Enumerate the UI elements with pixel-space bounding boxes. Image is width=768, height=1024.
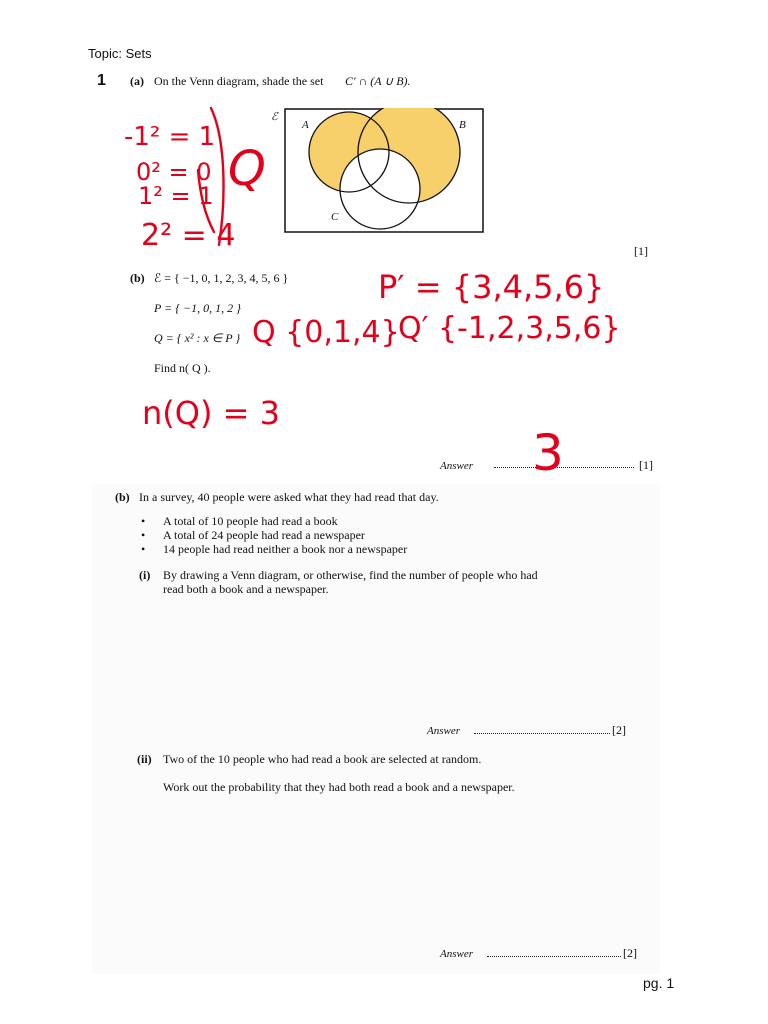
- q2-i-marks: [2]: [612, 723, 626, 737]
- q2-ii-answer-label: Answer: [440, 948, 473, 960]
- part-b-marks: [1]: [639, 458, 653, 472]
- q2-i-label: (i): [139, 568, 151, 582]
- hand-square-2: 2² = 4: [141, 218, 236, 253]
- q2-ii-label: (ii): [137, 752, 152, 766]
- q2-ii-answer-line: [487, 956, 621, 957]
- find-instruction: Find n( Q ).: [154, 361, 211, 375]
- answer-label: Answer: [440, 460, 473, 472]
- venn-universal-symbol: ℰ: [271, 111, 278, 123]
- venn-label-a: A: [302, 119, 309, 131]
- q2-i-answer-label: Answer: [427, 725, 460, 737]
- hand-n-q: n(Q) = 3: [142, 394, 280, 432]
- hand-q-letter: Q: [228, 141, 266, 197]
- hand-square-1: 1² = 1: [138, 182, 214, 210]
- set-p: P = { −1, 0, 1, 2 }: [154, 301, 241, 315]
- venn-label-b: B: [459, 119, 466, 131]
- q2-i-answer-line: [474, 733, 610, 734]
- part-a-marks: [1]: [634, 244, 648, 258]
- q2-intro: In a survey, 40 people were asked what they had read that day.: [139, 490, 439, 504]
- page-number: pg. 1: [643, 975, 675, 991]
- universal-set: ℰ = { −1, 0, 1, 2, 3, 4, 5, 6 }: [154, 271, 289, 285]
- q2-bullet-list: [137, 514, 407, 556]
- part-a-set-expression: C′ ∩ (A ∪ B).: [345, 74, 411, 88]
- hand-q-complement: Q′ {-1,2,3,5,6}: [398, 311, 621, 346]
- hand-q-set: Q {0,1,4}: [252, 315, 400, 350]
- set-q: Q = { x² : x ∈ P }: [154, 331, 241, 345]
- q2-bullet-book: • A total of 10 people had read a book: [137, 514, 407, 528]
- hand-square-0: 0² = 0: [136, 158, 212, 186]
- q2-bullet-neither: • 14 people had read neither a book nor a newspaper: [137, 542, 407, 556]
- q2-ii-line2: Work out the probability that they had both read a book and a newspaper.: [163, 780, 515, 794]
- question-number: 1: [97, 72, 106, 89]
- venn-label-c: C: [331, 211, 339, 223]
- topic-heading: Topic: Sets: [88, 46, 152, 61]
- part-a-label: (a): [130, 74, 144, 88]
- q2-bullet-newspaper: • A total of 24 people had read a newspaper: [137, 528, 407, 542]
- part-a-text: On the Venn diagram, shade the set: [154, 74, 324, 88]
- hand-answer: 3: [532, 424, 564, 482]
- q2-label: (b): [115, 490, 130, 504]
- scanned-question-region: [92, 484, 660, 974]
- q2-i-line2: read both a book and a newspaper.: [163, 582, 329, 596]
- q2-ii-line1: Two of the 10 people who had read a book are selected at random.: [163, 752, 482, 766]
- hand-p-complement: P′ = {3,4,5,6}: [378, 268, 605, 306]
- hand-square-neg1: -1² = 1: [124, 122, 216, 152]
- q2-ii-marks: [2]: [623, 946, 637, 960]
- part-b-label: (b): [130, 271, 145, 285]
- q2-i-line1: By drawing a Venn diagram, or otherwise, find the number of people who had: [163, 568, 538, 582]
